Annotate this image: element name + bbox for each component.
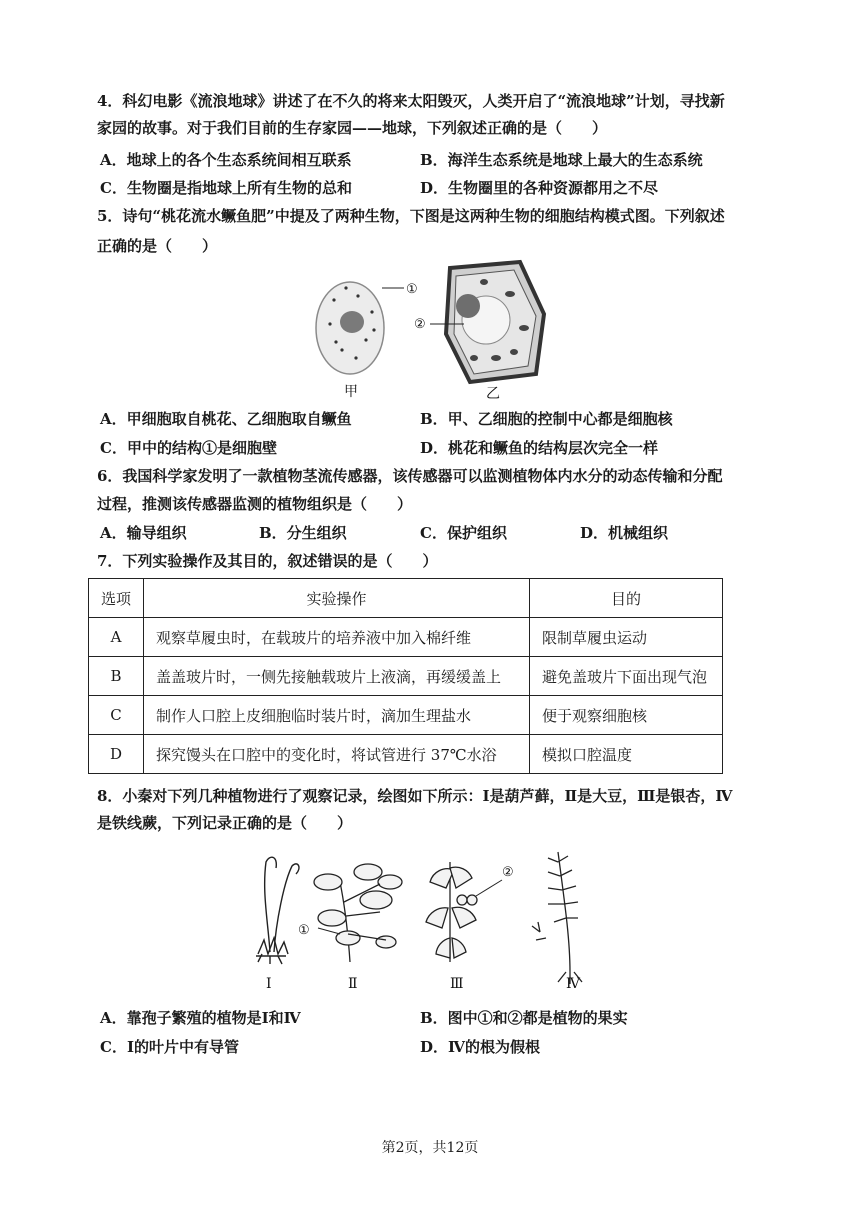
row-a-option: A [89, 618, 144, 657]
plants-figure [240, 842, 600, 992]
q5-stem-line1: 5．诗句“桃花流水鳜鱼肥”中提及了两种生物，下图是这两种生物的细胞结构模式图。下列叙述 [97, 207, 725, 225]
q5-option-d: D．桃花和鳜鱼的结构层次完全一样 [420, 439, 659, 457]
label-ii: Ⅱ [348, 976, 358, 992]
marker-2-label: ② [414, 317, 426, 332]
row-d-purpose: 模拟口腔温度 [530, 735, 723, 774]
q4-stem-line2: 家园的故事。对于我们目前的生存家园——地球，下列叙述正确的是（ ） [97, 119, 608, 137]
q4-option-a: A．地球上的各个生态系统间相互联系 [100, 151, 352, 169]
table-row [89, 696, 723, 735]
table-row [89, 618, 723, 657]
row-c-option: C [89, 696, 144, 735]
row-b-option: B [89, 657, 144, 696]
label-iv: Ⅳ [566, 976, 580, 992]
row-c-operation: 制作人口腔上皮细胞临时装片时，滴加生理盐水 [144, 696, 530, 735]
q6-option-c: C．保护组织 [420, 524, 507, 542]
marker-1-label-plants: ① [298, 923, 310, 938]
label-jia: 甲 [344, 384, 358, 400]
plant-i-moss [256, 857, 299, 964]
row-a-purpose: 限制草履虫运动 [530, 618, 723, 657]
q5-option-a: A．甲细胞取自桃花、乙细胞取自鳜鱼 [100, 410, 352, 428]
row-d-operation: 探究馒头在口腔中的变化时，将试管进行 37℃水浴 [144, 735, 530, 774]
plant-iii-ginkgo [426, 862, 477, 962]
plant-iv-fern [532, 852, 582, 984]
q6-stem-line2: 过程，推测该传感器监测的植物组织是（ ） [97, 495, 413, 513]
animal-cell-jia [316, 282, 384, 374]
q4-option-b: B．海洋生态系统是地球上最大的生态系统 [420, 151, 703, 169]
q5-stem-line2: 正确的是（ ） [97, 237, 218, 255]
q6-stem-line1: 6．我国科学家发明了一款植物茎流传感器，该传感器可以监测植物体内水分的动态传输和分配 [97, 467, 723, 485]
table-row [89, 657, 723, 696]
q4-option-c: C．生物圈是指地球上所有生物的总和 [100, 179, 352, 197]
row-b-purpose: 避免盖玻片下面出现气泡 [530, 657, 723, 696]
row-a-operation: 观察草履虫时，在载玻片的培养液中加入棉纤维 [144, 618, 530, 657]
q8-stem-line2: 是铁线蕨，下列记录正确的是（ ） [97, 814, 353, 832]
row-c-purpose: 便于观察细胞核 [530, 696, 723, 735]
q8-stem-line1: 8．小秦对下列几种植物进行了观察记录，绘图如下所示：Ⅰ是葫芦藓，Ⅱ是大豆，Ⅲ是银杏，Ⅳ [97, 787, 733, 805]
label-iii: Ⅲ [450, 976, 464, 992]
marker-1-label: ① [406, 282, 418, 297]
label-yi: 乙 [486, 386, 500, 402]
q4-option-d: D．生物圈里的各种资源都用之不尽 [420, 179, 659, 197]
row-d-option: D [89, 735, 144, 774]
label-i: Ⅰ [266, 976, 272, 992]
header-operation: 实验操作 [144, 579, 530, 618]
header-option: 选项 [89, 579, 144, 618]
q6-option-b: B．分生组织 [259, 524, 347, 542]
marker-2-label-plants: ② [502, 865, 514, 880]
q8-option-d: D．Ⅳ的根为假根 [420, 1038, 541, 1056]
row-b-operation: 盖盖玻片时，一侧先接触载玻片上液滴，再缓缓盖上 [144, 657, 530, 696]
q6-option-a: A．输导组织 [100, 524, 187, 542]
plant-cell-yi [446, 262, 544, 382]
q6-option-d: D．机械组织 [580, 524, 669, 542]
experiment-table [88, 578, 723, 774]
q5-option-b: B．甲、乙细胞的控制中心都是细胞核 [420, 410, 673, 428]
table-row [89, 735, 723, 774]
q8-option-a: A．靠孢子繁殖的植物是Ⅰ和Ⅳ [100, 1009, 301, 1027]
page-footer: 第2页，共12页 [381, 1140, 479, 1156]
plant-ii-soybean [314, 864, 402, 962]
q8-option-c: C．Ⅰ的叶片中有导管 [100, 1038, 239, 1056]
table-header-row [89, 579, 723, 618]
q4-stem-line1: 4．科幻电影《流浪地球》讲述了在不久的将来太阳毁灭，人类开启了“流浪地球”计划，寻找新 [97, 92, 725, 110]
header-purpose: 目的 [530, 579, 723, 618]
cell-diagram-figure [300, 258, 560, 406]
q5-option-c: C．甲中的结构①是细胞壁 [100, 439, 277, 457]
q7-stem: 7．下列实验操作及其目的，叙述错误的是（ ） [97, 552, 438, 570]
q8-option-b: B．图中①和②都是植物的果实 [420, 1009, 628, 1027]
